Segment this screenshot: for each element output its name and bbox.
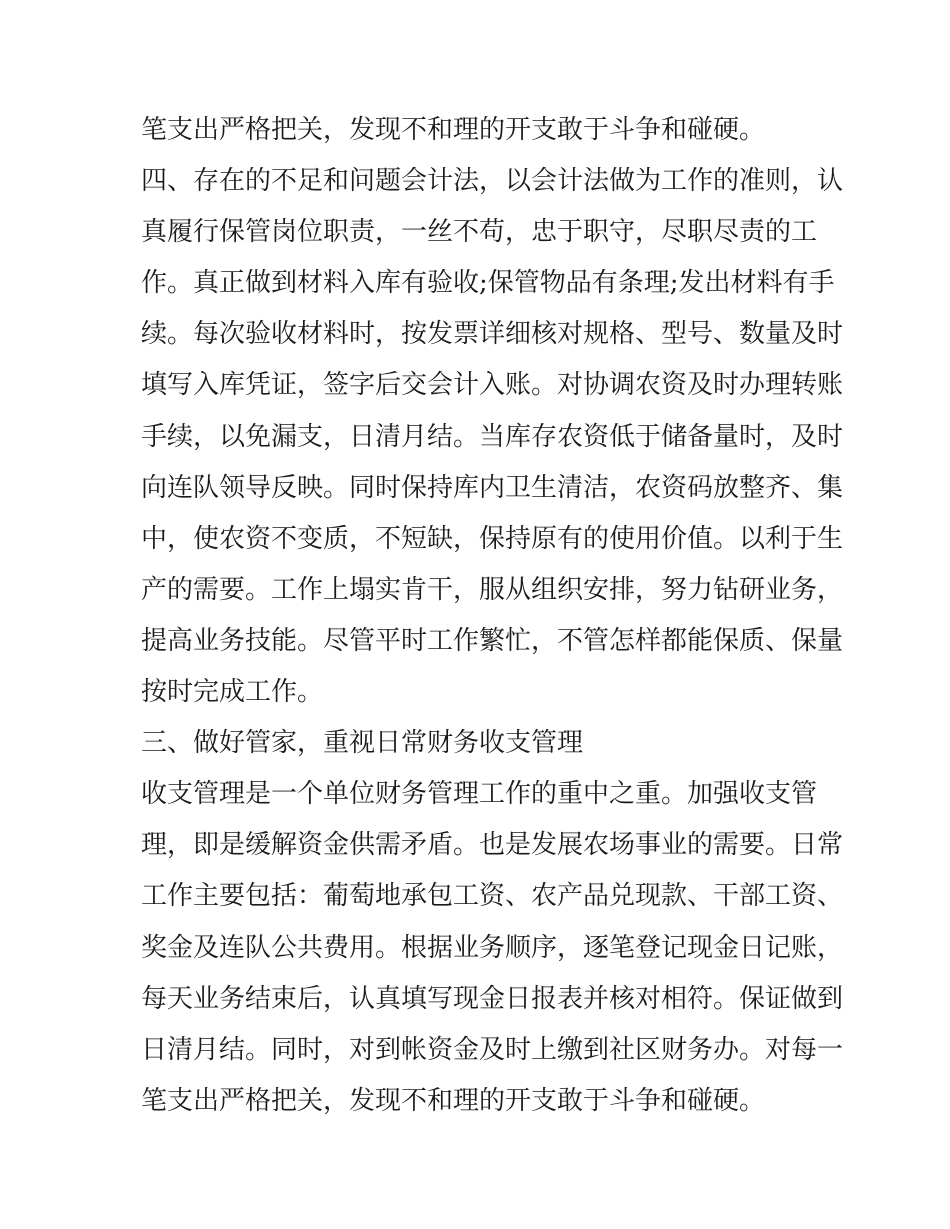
text-line: 产的需要。工作上塌实肯干，服从组织安排，努力钻研业务， <box>141 574 844 605</box>
text-line: 填写入库凭证，签字后交会计入账。对协调农资及时办理转账 <box>141 370 844 401</box>
text-line: 向连队领导反映。同时保持库内卫生清洁，农资码放整齐、集 <box>141 472 844 503</box>
text-line: 日清月结。同时，对到帐资金及时上缴到社区财务办。对每一 <box>141 1034 844 1065</box>
text-line: 理，即是缓解资金供需矛盾。也是发展农场事业的需要。日常 <box>141 830 844 861</box>
document-body <box>141 105 844 1127</box>
text-line: 手续，以免漏支，日清月结。当库存农资低于储备量时，及时 <box>141 421 844 452</box>
text-line: 续。每次验收材料时，按发票详细核对规格、型号、数量及时 <box>141 319 844 350</box>
section-heading-line: 四、存在的不足和问题会计法，以会计法做为工作的准则，认 <box>141 166 844 197</box>
text-line: 笔支出严格把关，发现不和理的开支敢于斗争和碰硬。 <box>141 1085 766 1116</box>
text-line: 每天业务结束后，认真填写现金日报表并核对相符。保证做到 <box>141 983 844 1014</box>
text-line: 中，使农资不变质，不短缺，保持原有的使用价值。以利于生 <box>141 523 844 554</box>
text-line: 收支管理是一个单位财务管理工作的重中之重。加强收支管 <box>141 779 818 810</box>
text-line: 笔支出严格把关，发现不和理的开支敢于斗争和碰硬。 <box>141 115 766 145</box>
text-line: 真履行保管岗位职责，一丝不苟，忠于职守，尽职尽责的工 <box>141 217 818 248</box>
text-line: 作。真正做到材料入库有验收;保管物品有条理;发出材料有手 <box>141 268 835 299</box>
text-line: 工作主要包括：葡萄地承包工资、农产品兑现款、干部工资、 <box>141 881 844 912</box>
text-line: 奖金及连队公共费用。根据业务顺序，逐笔登记现金日记账， <box>141 932 844 963</box>
text-line: 提高业务技能。尽管平时工作繁忙，不管怎样都能保质、保量 <box>141 625 844 656</box>
text-line: 按时完成工作。 <box>141 677 324 708</box>
section-heading: 三、做好管家，重视日常财务收支管理 <box>141 728 584 759</box>
